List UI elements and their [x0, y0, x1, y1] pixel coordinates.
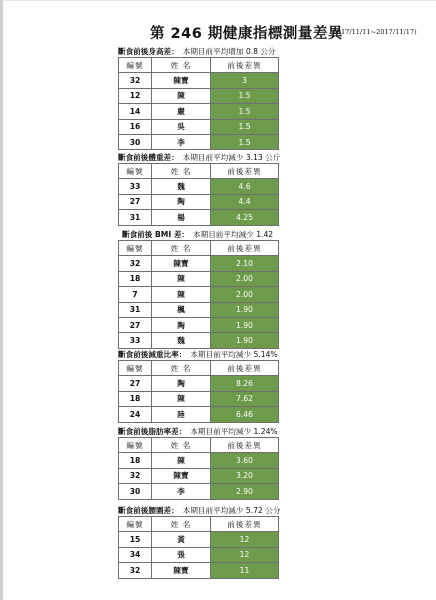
- row-id: 31: [119, 210, 152, 225]
- table-row: [119, 333, 279, 348]
- table-row: [119, 271, 279, 286]
- date-range: (2017/11/11~2017/11/17): [330, 28, 417, 36]
- row-id: 18: [119, 453, 152, 468]
- measurement-table: [118, 360, 279, 423]
- table-row: [119, 302, 279, 317]
- column-header: 姓 名: [152, 438, 211, 453]
- table-row: [119, 194, 279, 209]
- row-id: 33: [119, 179, 152, 194]
- row-name: 魏: [152, 179, 211, 194]
- row-diff: 12: [211, 547, 279, 562]
- table-row: [119, 453, 279, 468]
- row-name: 陳: [152, 88, 211, 103]
- row-name: 楊: [152, 210, 211, 225]
- table-row: [119, 532, 279, 547]
- row-id: 27: [119, 376, 152, 391]
- column-header: 編號: [119, 58, 152, 73]
- section-desc: 本期目前平均減少 3.13 公斤: [182, 153, 281, 162]
- row-id: 32: [119, 256, 152, 271]
- section-caption: [118, 505, 280, 516]
- measurement-table: [118, 163, 279, 226]
- column-header: 編號: [119, 438, 152, 453]
- table-row: [119, 317, 279, 332]
- section-label: 斷食前後脂肪率差：: [118, 427, 187, 436]
- row-diff: 3.20: [211, 468, 279, 483]
- row-id: 16: [119, 119, 152, 134]
- section-desc: 本期目前平均減少 1.42: [193, 230, 274, 239]
- row-id: 12: [119, 88, 152, 103]
- column-header: 前後差異: [211, 361, 279, 376]
- row-diff: 2.00: [211, 271, 279, 286]
- table-row: [119, 88, 279, 103]
- table-header-row: [119, 438, 279, 453]
- row-id: 32: [119, 563, 152, 578]
- column-header: 編號: [119, 517, 152, 532]
- column-header: 前後差異: [211, 241, 279, 256]
- row-diff: 11: [211, 563, 279, 578]
- row-name: 陳: [152, 391, 211, 406]
- row-name: 陶: [152, 194, 211, 209]
- table-row: [119, 256, 279, 271]
- column-header: 前後差異: [211, 164, 279, 179]
- row-name: 嚴: [152, 104, 211, 119]
- table-row: [119, 547, 279, 562]
- row-diff: 1.5: [211, 134, 279, 149]
- section-label: 斷食前後腰圍差：: [118, 506, 179, 515]
- table-row: [119, 391, 279, 406]
- row-diff: 1.5: [211, 119, 279, 134]
- row-name: 陳: [152, 271, 211, 286]
- row-diff: 2.90: [211, 484, 279, 499]
- row-id: 27: [119, 194, 152, 209]
- section-label: 斷食前後 BMI 差：: [122, 230, 190, 239]
- row-diff: 2.10: [211, 256, 279, 271]
- measurement-table: [118, 437, 279, 500]
- section-caption: [118, 152, 280, 163]
- table-row: [119, 104, 279, 119]
- column-header: 前後差異: [211, 58, 279, 73]
- row-diff: 6.46: [211, 407, 279, 422]
- row-name: 陳寶: [152, 256, 211, 271]
- row-id: 32: [119, 468, 152, 483]
- section-label: 斷食前後體重差：: [118, 153, 179, 162]
- column-header: 姓 名: [152, 361, 211, 376]
- row-diff: 3: [211, 73, 279, 88]
- column-header: 姓 名: [152, 241, 211, 256]
- row-diff: 1.90: [211, 317, 279, 332]
- header: [0, 22, 436, 44]
- table-row: [119, 287, 279, 302]
- row-name: 陶: [152, 376, 211, 391]
- table-row: [119, 210, 279, 225]
- row-diff: 7.62: [211, 391, 279, 406]
- table-row: [119, 376, 279, 391]
- section-caption: [118, 349, 278, 360]
- row-id: 24: [119, 407, 152, 422]
- row-name: 楓: [152, 302, 211, 317]
- row-diff: 4.6: [211, 179, 279, 194]
- row-name: 陳寶: [152, 73, 211, 88]
- table-row: [119, 407, 279, 422]
- row-diff: 2.00: [211, 287, 279, 302]
- column-header: 姓 名: [152, 164, 211, 179]
- row-id: 30: [119, 134, 152, 149]
- table-row: [119, 563, 279, 578]
- column-header: 編號: [119, 241, 152, 256]
- measurement-table: [118, 516, 279, 579]
- table-row: [119, 484, 279, 499]
- section-desc: 本期目前平均減少 1.24%: [190, 427, 278, 436]
- row-name: 陶: [152, 317, 211, 332]
- table-row: [119, 468, 279, 483]
- row-name: 吳: [152, 119, 211, 134]
- column-header: 前後差異: [211, 438, 279, 453]
- section-label: 斷食前後減重比率：: [118, 350, 187, 359]
- row-name: 李: [152, 134, 211, 149]
- section-caption: [118, 426, 278, 437]
- table-header-row: [119, 361, 279, 376]
- table-row: [119, 119, 279, 134]
- table-header-row: [119, 164, 279, 179]
- row-diff: 8.26: [211, 376, 279, 391]
- measurement-table: [118, 240, 279, 349]
- row-name: 張: [152, 547, 211, 562]
- row-id: 30: [119, 484, 152, 499]
- row-id: 7: [119, 287, 152, 302]
- section-caption: [122, 229, 273, 240]
- row-name: 陳寶: [152, 563, 211, 578]
- page-title: 第 246 期健康指標測量差異: [150, 26, 343, 42]
- row-diff: 3.60: [211, 453, 279, 468]
- section-caption: [118, 46, 276, 57]
- row-name: 黃: [152, 532, 211, 547]
- section-desc: 本期目前平均減少 5.14%: [190, 350, 278, 359]
- section-desc: 本期目前平均增加 0.8 公分: [182, 47, 276, 56]
- row-name: 陸: [152, 407, 211, 422]
- column-header: 編號: [119, 361, 152, 376]
- table-row: [119, 179, 279, 194]
- table-row: [119, 134, 279, 149]
- row-diff: 1.5: [211, 88, 279, 103]
- row-id: 18: [119, 271, 152, 286]
- column-header: 姓 名: [152, 58, 211, 73]
- row-id: 34: [119, 547, 152, 562]
- column-header: 編號: [119, 164, 152, 179]
- table-header-row: [119, 517, 279, 532]
- row-id: 14: [119, 104, 152, 119]
- row-diff: 1.90: [211, 333, 279, 348]
- row-diff: 1.90: [211, 302, 279, 317]
- row-id: 32: [119, 73, 152, 88]
- measurement-table: [118, 57, 279, 150]
- row-diff: 4.25: [211, 210, 279, 225]
- column-header: 姓 名: [152, 517, 211, 532]
- row-id: 33: [119, 333, 152, 348]
- row-name: 李: [152, 484, 211, 499]
- table-header-row: [119, 241, 279, 256]
- table-header-row: [119, 58, 279, 73]
- row-name: 陳: [152, 287, 211, 302]
- section-desc: 本期目前平均減少 5.72 公分: [182, 506, 281, 515]
- row-id: 15: [119, 532, 152, 547]
- row-id: 27: [119, 317, 152, 332]
- table-row: [119, 73, 279, 88]
- row-diff: 1.5: [211, 104, 279, 119]
- row-name: 魏: [152, 333, 211, 348]
- row-id: 31: [119, 302, 152, 317]
- row-diff: 12: [211, 532, 279, 547]
- row-name: 陳寶: [152, 468, 211, 483]
- row-diff: 4.4: [211, 194, 279, 209]
- section-label: 斷食前後身高差：: [118, 47, 179, 56]
- row-id: 18: [119, 391, 152, 406]
- row-name: 陳: [152, 453, 211, 468]
- column-header: 前後差異: [211, 517, 279, 532]
